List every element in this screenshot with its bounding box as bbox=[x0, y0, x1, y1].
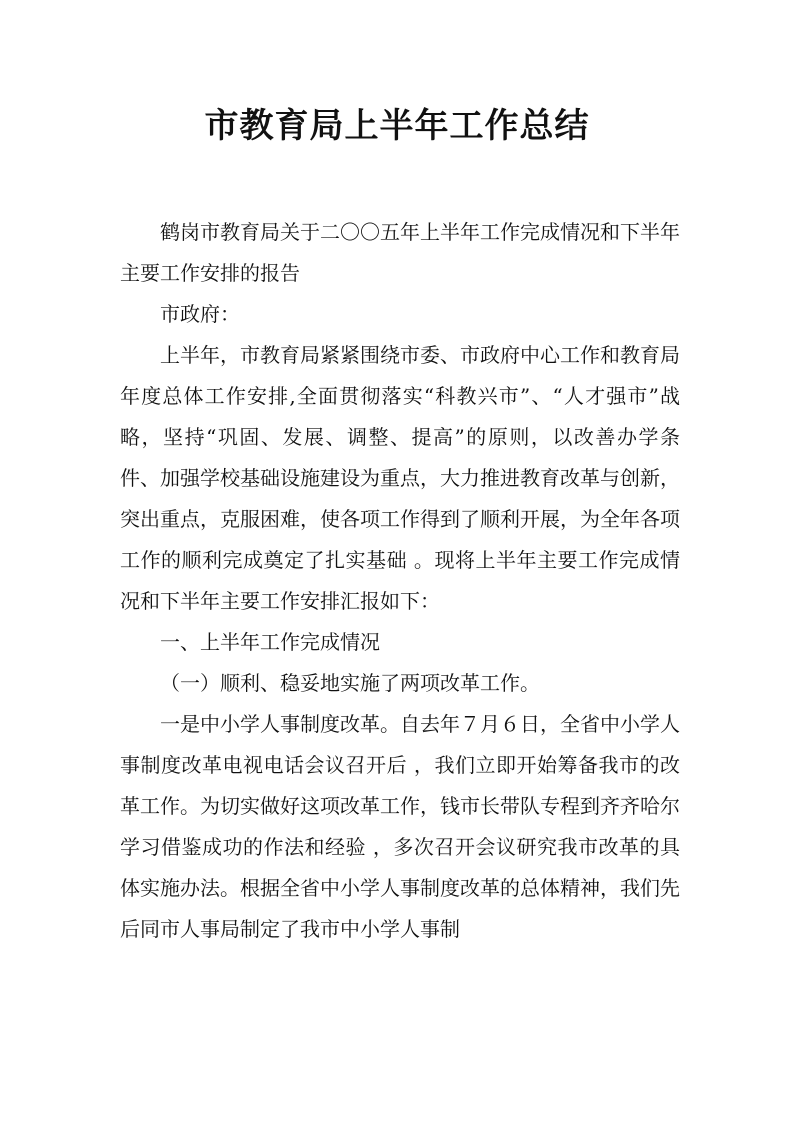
salutation-paragraph: 市政府： bbox=[160, 302, 240, 326]
document-body bbox=[120, 212, 680, 950]
page-title: 市教育局上半年工作总结 bbox=[204, 106, 590, 146]
section-heading: 一、上半年工作完成情况 bbox=[160, 630, 380, 654]
report-heading-paragraph: 鹤岗市教育局关于二〇〇五年上半年工作完成情况和下半年主要工作安排的报告 bbox=[120, 220, 680, 285]
subsection-heading: （一）顺利、稳妥地实施了两项改革工作。 bbox=[160, 671, 540, 695]
intro-paragraph: 上半年，市教育局紧紧围绕市委、市政府中心工作和教育局年度总体工作安排,全面贯彻落实“科教兴市”、“人才强市”战略，坚持“巩固、发展、调整、提高”的原则，以改善办学条件、加强学校基础设施建设为重点，大力推进教育改革与创新，突出重点，克服困难，使各项工作得到了顺利开展，为全年各项工作的顺利完成奠定了扎实基础 。现将上半年主要工作完成情况和下半年主要工作安排汇报如下： bbox=[120, 343, 680, 613]
body-paragraph: 一是中小学人事制度改革。自去年７月６日，全省中小学人事制度改革电视电话会议召开后 ，我们立即开始筹备我市的改革工作。为切实做好这项改革工作，钱市长带队专程到齐齐哈尔学习借鉴成功的作法和经验 ，多次召开会议研究我市改革的具体实施办法。根据全省中小学人事制度改革的总体精神，我们先后同市人事局制定了我市中小学人事制 bbox=[120, 712, 680, 941]
